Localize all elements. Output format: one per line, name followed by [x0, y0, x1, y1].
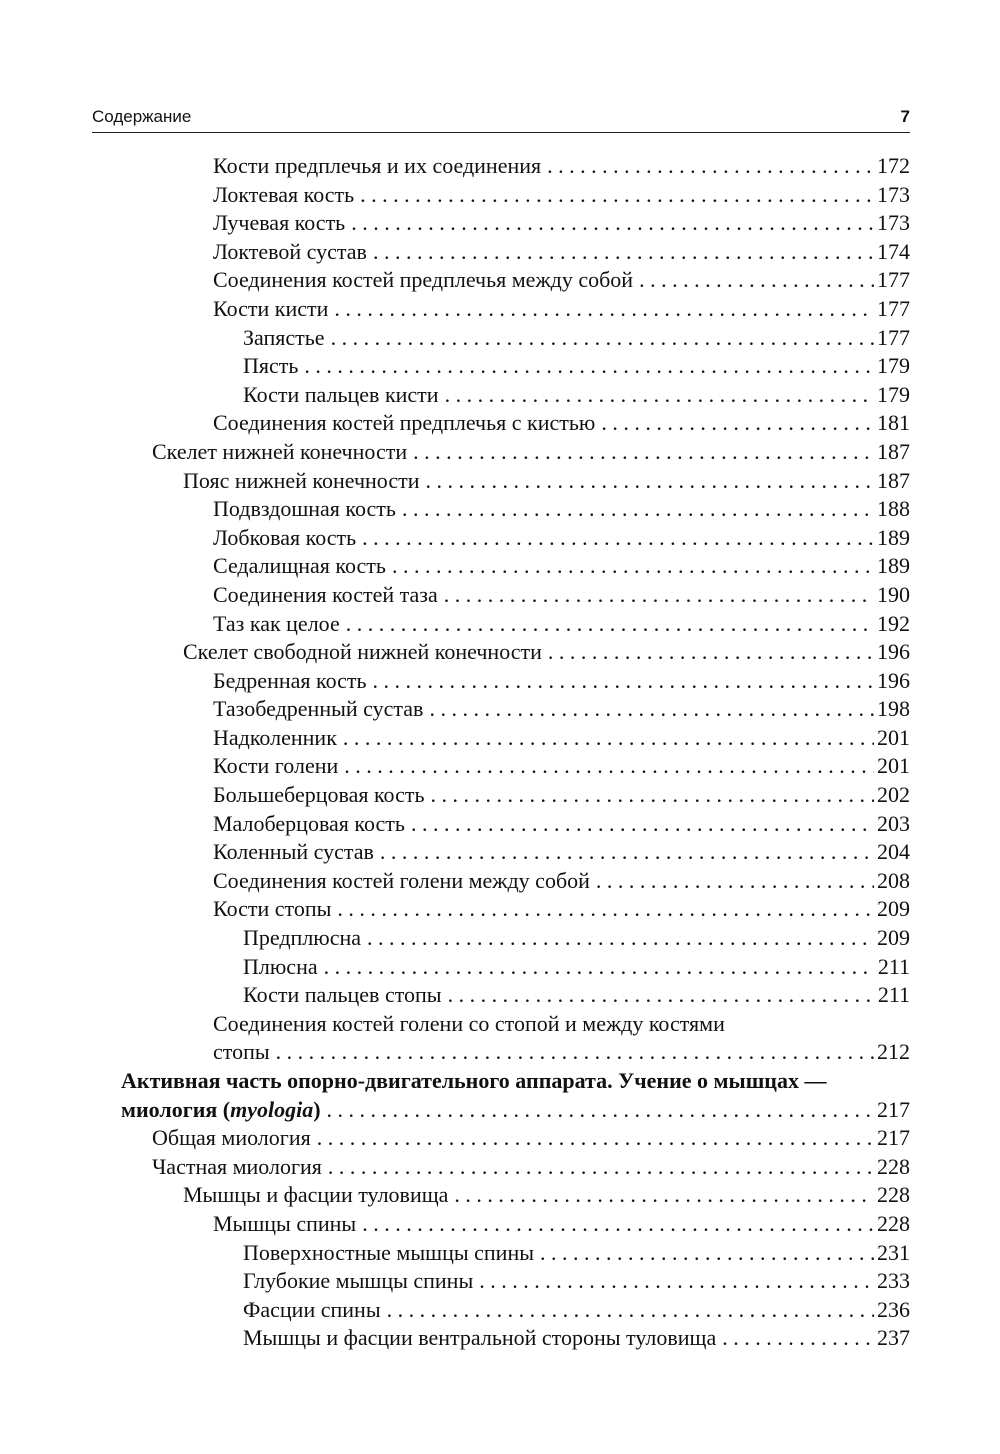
- toc-entry-label: Кости голени: [213, 753, 339, 779]
- dot-leader: [396, 495, 874, 524]
- dot-leader: [322, 1153, 874, 1182]
- toc-entry-page: 187: [877, 467, 910, 493]
- dot-leader: [325, 324, 874, 353]
- section-label-latin-term: myologia: [230, 1096, 314, 1122]
- toc-entry-label: Плюсна: [243, 953, 318, 979]
- toc-entry[interactable]: [0, 838, 910, 867]
- toc-section-label: Активная часть опорно-двигательного аппарата. Учение о мышцах —: [121, 1068, 827, 1093]
- dot-leader: [442, 981, 874, 1010]
- toc-entry-label: Лобковая кость: [213, 524, 357, 550]
- toc-entry[interactable]: [0, 266, 910, 295]
- toc-entry-page: 228: [877, 1182, 910, 1208]
- dot-leader: [541, 152, 874, 181]
- toc-section-heading[interactable]: [0, 1067, 910, 1124]
- toc-entry[interactable]: [0, 867, 910, 896]
- toc-entry-page: 209: [877, 925, 910, 951]
- toc-entry[interactable]: [0, 324, 910, 353]
- toc-entry-label: Кости стопы: [213, 896, 332, 922]
- dot-leader: [270, 1038, 874, 1067]
- dot-leader: [590, 867, 874, 896]
- toc-entry[interactable]: [0, 295, 910, 324]
- toc-entry-label: Соединения костей предплечья с кистью: [213, 410, 596, 436]
- toc-entry-page: 189: [877, 524, 910, 550]
- toc-entry-label: Мышцы спины: [213, 1210, 357, 1236]
- dot-leader: [374, 838, 874, 867]
- toc-entry[interactable]: [0, 895, 910, 924]
- dot-leader: [407, 438, 874, 467]
- toc-section-label-continued: [121, 1096, 321, 1125]
- dot-leader: [633, 266, 874, 295]
- toc-entry[interactable]: [0, 1267, 910, 1296]
- dot-leader: [438, 581, 874, 610]
- toc-entry-label: Локтевой сустав: [213, 238, 367, 264]
- toc-entry-page: 190: [877, 581, 910, 607]
- toc-entry-page: 179: [877, 353, 910, 379]
- dot-leader: [356, 524, 874, 553]
- toc-entry-page: 211: [877, 982, 910, 1008]
- dot-leader: [361, 924, 874, 953]
- toc-entry-label: Кости кисти: [213, 295, 329, 321]
- toc-entry-page: 201: [877, 724, 910, 750]
- toc-entry-page: 196: [877, 639, 910, 665]
- toc-entry-page: 188: [877, 496, 910, 522]
- toc-entry-page: 228: [877, 1210, 910, 1236]
- toc-entry-page: 217: [877, 1125, 910, 1151]
- dot-leader: [354, 181, 874, 210]
- toc-entry-label: Поверхностные мышцы спины: [243, 1239, 534, 1265]
- toc-entry[interactable]: [0, 810, 910, 839]
- toc-entry-label: Скелет свободной нижней конечности: [183, 639, 542, 665]
- page-number: 7: [900, 107, 910, 126]
- dot-leader: [340, 610, 874, 639]
- toc-entry-label: Локтевая кость: [213, 181, 355, 207]
- toc-entry-label: Седалищная кость: [213, 553, 386, 579]
- toc-entry-page: 177: [877, 324, 910, 350]
- toc-entry-page: 228: [877, 1153, 910, 1179]
- toc-entry-page: 203: [877, 810, 910, 836]
- section-label-suffix: ): [313, 1096, 321, 1122]
- toc-entry-page: 177: [877, 295, 910, 321]
- toc-entry[interactable]: [0, 1239, 910, 1268]
- toc-entry-label: Подвздошная кость: [213, 496, 396, 522]
- toc-entry[interactable]: [0, 953, 910, 982]
- toc-entry[interactable]: [0, 724, 910, 753]
- dot-leader: [381, 1296, 874, 1325]
- toc-entry-label: Скелет нижней конечности: [152, 438, 408, 464]
- toc-entry[interactable]: [0, 981, 910, 1010]
- toc-entry-page: 189: [877, 553, 910, 579]
- dot-leader: [311, 1124, 874, 1153]
- toc-entry-page: 196: [877, 667, 910, 693]
- toc-entry[interactable]: [0, 1124, 910, 1153]
- toc-entry-label: Малоберцовая кость: [213, 810, 405, 836]
- toc-entry-page: 208: [877, 867, 910, 893]
- dot-leader: [367, 667, 874, 696]
- toc-entry-page: 237: [877, 1325, 910, 1351]
- toc-entry[interactable]: [0, 667, 910, 696]
- toc-entry-page: 198: [877, 696, 910, 722]
- toc-entry-label: Предплюсна: [243, 925, 362, 951]
- toc-entry[interactable]: [0, 695, 910, 724]
- toc-entry-label: Коленный сустав: [213, 839, 374, 865]
- toc-entry-page: 181: [877, 410, 910, 436]
- toc-entry-label: Соединения костей предплечья между собой: [213, 267, 634, 293]
- dot-leader: [321, 1096, 874, 1125]
- toc-entry[interactable]: [0, 1324, 910, 1353]
- toc-entry[interactable]: [0, 638, 910, 667]
- toc-entry-label: Фасции спины: [243, 1296, 381, 1322]
- toc-entry-page: 201: [877, 753, 910, 779]
- dot-leader: [318, 953, 874, 982]
- running-head: [92, 106, 910, 133]
- toc-entry-page: 231: [877, 1239, 910, 1265]
- toc-entry[interactable]: [0, 1181, 910, 1210]
- dot-leader: [420, 467, 874, 496]
- dot-leader: [345, 209, 874, 238]
- toc-entry-page: 177: [877, 267, 910, 293]
- toc-entry-page: 209: [877, 896, 910, 922]
- toc-entry-label: Тазобедренный сустав: [213, 696, 424, 722]
- toc-entry[interactable]: [0, 752, 910, 781]
- toc-entry-label: Соединения костей таза: [213, 581, 438, 607]
- toc-entry-label: Глубокие мышцы спины: [243, 1268, 474, 1294]
- dot-leader: [595, 409, 874, 438]
- dot-leader: [367, 238, 874, 267]
- toc-entry[interactable]: [0, 924, 910, 953]
- dot-leader: [534, 1239, 874, 1268]
- dot-leader: [331, 895, 874, 924]
- toc-entry-label: Пояс нижней конечности: [183, 467, 420, 493]
- toc-entry-page: 187: [877, 438, 910, 464]
- toc-entry[interactable]: [0, 495, 910, 524]
- toc-entry-page: 173: [877, 210, 910, 236]
- toc-entry-label: Запястье: [243, 324, 325, 350]
- dot-leader: [328, 295, 874, 324]
- toc-entry[interactable]: [0, 581, 910, 610]
- toc-entry[interactable]: [0, 381, 910, 410]
- toc-entry-page: 233: [877, 1268, 910, 1294]
- toc-entry-page: 174: [877, 238, 910, 264]
- toc-entry-label: Кости пальцев кисти: [243, 381, 439, 407]
- dot-leader: [425, 781, 874, 810]
- toc-entry-label: Бедренная кость: [213, 667, 367, 693]
- toc-entry-page: 212: [877, 1039, 910, 1065]
- toc-entry-label: Таз как целое: [213, 610, 340, 636]
- toc-entry-page: 173: [877, 181, 910, 207]
- toc-entry-page: 217: [877, 1096, 910, 1122]
- dot-leader: [423, 695, 874, 724]
- toc-entry-label: Частная миология: [152, 1153, 322, 1179]
- toc-entry-page: 211: [877, 953, 910, 979]
- toc-entry[interactable]: [0, 1153, 910, 1182]
- toc-entry-label: Кости предплечья и их соединения: [213, 153, 542, 178]
- table-of-contents: [0, 152, 1000, 1353]
- toc-entry[interactable]: [0, 467, 910, 496]
- toc-entry[interactable]: [0, 1296, 910, 1325]
- toc-entry-label-continued: стопы: [213, 1039, 270, 1065]
- toc-entry-multiline[interactable]: [0, 1010, 910, 1067]
- toc-entry-label: Соединения костей голени между собой: [213, 867, 590, 893]
- toc-entry-label: Мышцы и фасции туловища: [183, 1182, 449, 1208]
- dot-leader: [298, 352, 874, 381]
- toc-entry[interactable]: [0, 1210, 910, 1239]
- toc-entry[interactable]: [0, 209, 910, 238]
- toc-entry[interactable]: [0, 152, 910, 181]
- toc-entry[interactable]: [0, 524, 910, 553]
- toc-entry-page: 204: [877, 839, 910, 865]
- toc-entry-page: 202: [877, 782, 910, 808]
- toc-entry-label: Большеберцовая кость: [213, 782, 425, 808]
- dot-leader: [542, 638, 874, 667]
- toc-entry[interactable]: [0, 781, 910, 810]
- toc-entry-page: 236: [877, 1296, 910, 1322]
- toc-entry[interactable]: [0, 409, 910, 438]
- dot-leader: [356, 1210, 874, 1239]
- toc-entry[interactable]: [0, 352, 910, 381]
- toc-entry-page: 192: [877, 610, 910, 636]
- dot-leader: [386, 552, 874, 581]
- dot-leader: [448, 1181, 874, 1210]
- dot-leader: [473, 1267, 874, 1296]
- dot-leader: [338, 752, 874, 781]
- dot-leader: [405, 810, 874, 839]
- toc-entry-page: 179: [877, 381, 910, 407]
- toc-entry[interactable]: [0, 181, 910, 210]
- toc-entry[interactable]: [0, 610, 910, 639]
- toc-entry-label: Надколенник: [213, 724, 337, 750]
- toc-entry-label: Пясть: [243, 353, 299, 379]
- toc-entry[interactable]: [0, 438, 910, 467]
- running-head-title: Содержание: [92, 107, 192, 126]
- section-label-prefix: миология (: [121, 1096, 231, 1122]
- toc-entry[interactable]: [0, 552, 910, 581]
- toc-entry-label: Соединения костей голени со стопой и между костями: [213, 1010, 725, 1036]
- dot-leader: [716, 1324, 874, 1353]
- toc-entry-label: Мышцы и фасции вентральной стороны туловища: [243, 1325, 717, 1351]
- toc-entry-label: Кости пальцев стопы: [243, 982, 442, 1008]
- toc-entry-label: Общая миология: [152, 1125, 311, 1151]
- toc-entry-label: Лучевая кость: [213, 210, 346, 236]
- dot-leader: [439, 381, 874, 410]
- toc-entry[interactable]: [0, 238, 910, 267]
- dot-leader: [337, 724, 874, 753]
- toc-entry-page: 172: [877, 153, 910, 178]
